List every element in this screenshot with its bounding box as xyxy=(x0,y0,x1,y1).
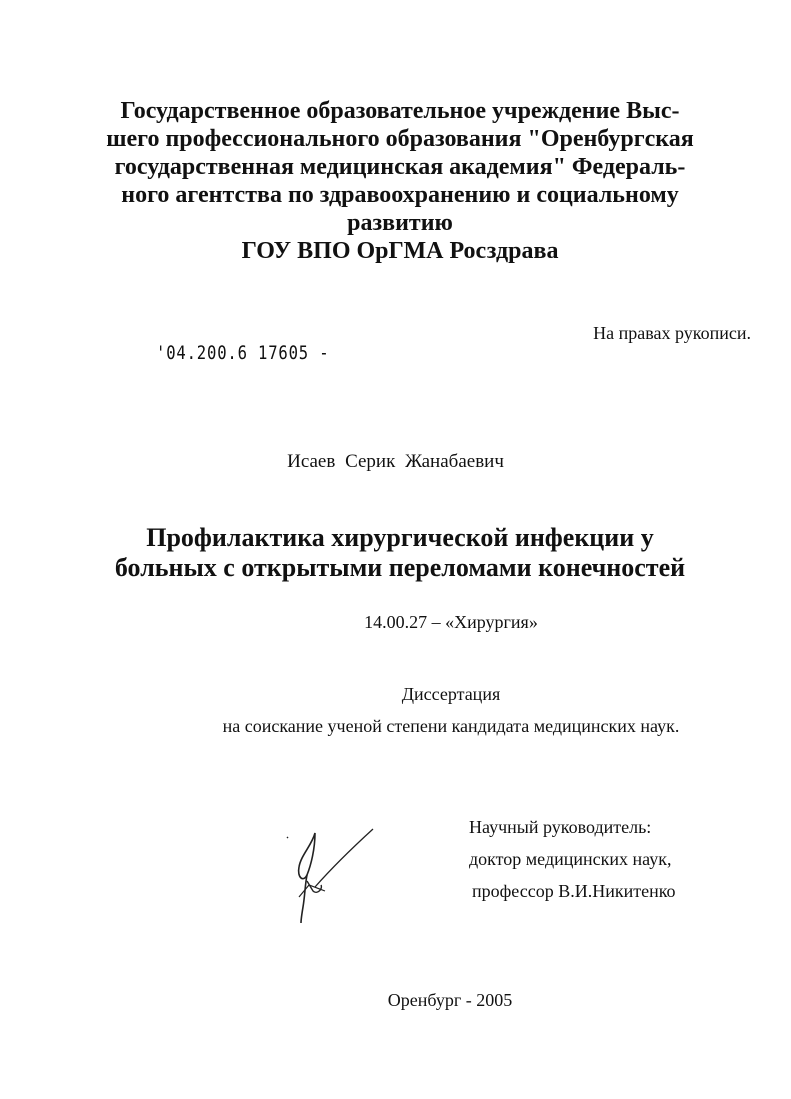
registration-number: 04.200.6 17605 xyxy=(166,342,310,364)
document-type: Диссертация xyxy=(401,684,501,704)
institution-line-4: ного агентства по здравоохранению и социальному xyxy=(121,182,679,208)
institution-header xyxy=(60,97,740,265)
handwritten-signature xyxy=(285,825,385,925)
registration-stamp xyxy=(156,342,329,364)
specialty-code: 14.00.27 – «Хирургия» xyxy=(364,612,538,632)
institution-line-5: развитию xyxy=(347,210,453,236)
manuscript-note: На правах рукописи. xyxy=(593,323,751,343)
supervisor-heading: Научный руководитель: xyxy=(469,817,652,837)
dissertation-title xyxy=(100,523,700,583)
supervisor-degree: доктор медицинских наук, xyxy=(469,849,672,869)
author-name: Исаев Серик Жанабаевич xyxy=(287,451,504,472)
stamp-mark-left: ' xyxy=(156,342,167,364)
title-line-1: Профилактика хирургической инфекции у xyxy=(146,523,654,552)
degree-statement: на соискание ученой степени кандидата медицинских наук. xyxy=(222,716,680,736)
supervisor-name: профессор В.И.Никитенко xyxy=(472,881,676,901)
institution-abbreviation: ГОУ ВПО ОрГМА Росздрава xyxy=(241,238,559,264)
institution-line-3: государственная медицинская академия" Федераль- xyxy=(114,154,686,180)
institution-line-1: Государственное образовательное учреждение Выс- xyxy=(120,98,680,124)
stamp-mark-right: - xyxy=(309,342,330,364)
title-line-2: больных с открытыми переломами конечностей xyxy=(114,553,686,582)
institution-line-2: шего профессионального образования "Оренбургская xyxy=(106,126,694,152)
supervisor-block xyxy=(469,811,676,907)
city-year: Оренбург - 2005 xyxy=(387,990,513,1010)
